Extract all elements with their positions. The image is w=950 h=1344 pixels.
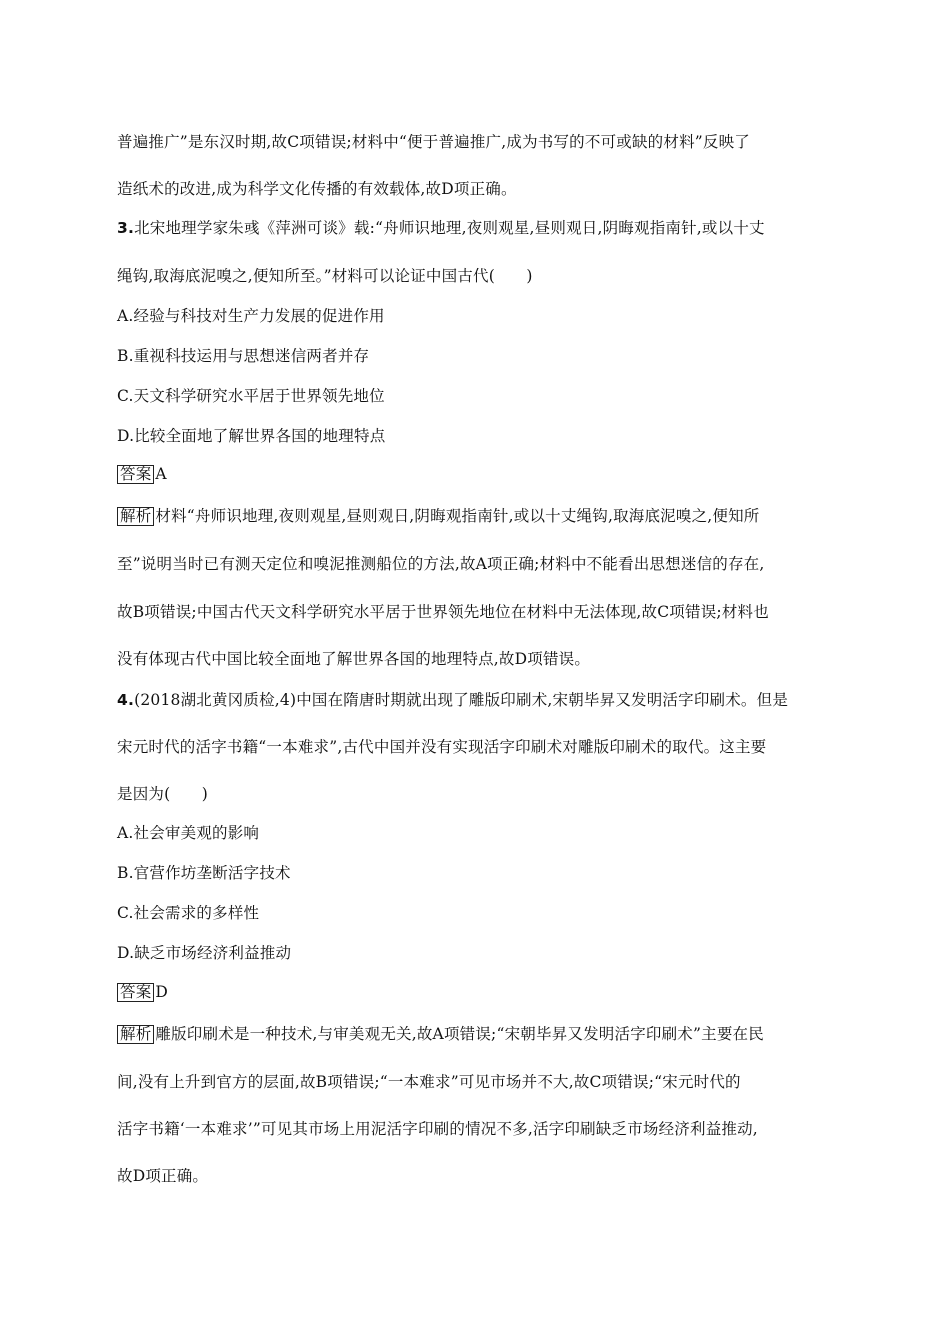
option-c: C.天文科学研究水平居于世界领先地位 <box>117 387 385 405</box>
option-a: A.社会审美观的影响 <box>117 824 260 842</box>
question-stem-line: 是因为( ) <box>117 785 208 803</box>
explanation-line: 造纸术的改进,成为科学文化传播的有效载体,故D项正确。 <box>117 180 517 198</box>
question-stem-line: 宋元时代的活字书籍“一本难求”,古代中国并没有实现活字印刷术对雕版印刷术的取代。这主要 <box>117 738 767 756</box>
answer-row <box>117 464 837 484</box>
explanation-line: 活字书籍‘一本难求’”可见其市场上用泥活字印刷的情况不多,活字印刷缺乏市场经济利益推动, <box>117 1120 758 1138</box>
question-stem-line: 北宋地理学家朱彧《萍洲可谈》载:“舟师识地理,夜则观星,昼则观日,阴晦观指南针,或以十丈 <box>134 219 765 237</box>
explanation-line: 间,没有上升到官方的层面,故B项错误;“一本难求”可见市场并不大,故C项错误;“宋元时代的 <box>117 1073 741 1091</box>
question-number: 3. <box>117 219 135 237</box>
explanation-tag: 解析 <box>117 1025 154 1044</box>
option-d: D.缺乏市场经济利益推动 <box>117 944 292 962</box>
question-stem-line: (2018湖北黄冈质检,4)中国在隋唐时期就出现了雕版印刷术,宋朝毕昇又发明活字印刷术。但是 <box>134 691 789 709</box>
question-4-stem <box>117 690 837 710</box>
explanation-line: 材料“舟师识地理,夜则观星,昼则观日,阴晦观指南针,或以十丈绳钩,取海底泥嗅之,便知所 <box>155 507 760 525</box>
explanation-row <box>117 1024 837 1044</box>
explanation-tag: 解析 <box>117 507 154 526</box>
explanation-line: 故B项错误;中国古代天文科学研究水平居于世界领先地位在材料中无法体现,故C项错误;材料也 <box>117 603 769 621</box>
option-a: A.经验与科技对生产力发展的促进作用 <box>117 307 385 325</box>
answer-row <box>117 982 837 1002</box>
explanation-line: 没有体现古代中国比较全面地了解世界各国的地理特点,故D项错误。 <box>117 650 591 668</box>
question-stem-line: 绳钩,取海底泥嗅之,便知所至。”材料可以论证中国古代( ) <box>117 267 533 285</box>
question-3-stem <box>117 218 837 238</box>
explanation-line: 至”说明当时已有测天定位和嗅泥推测船位的方法,故A项正确;材料中不能看出思想迷信的存在, <box>117 555 765 573</box>
explanation-row <box>117 506 837 526</box>
answer-value: D <box>155 983 169 1001</box>
answer-value: A <box>155 465 167 483</box>
explanation-line: 雕版印刷术是一种技术,与审美观无关,故A项错误;“宋朝毕昇又发明活字印刷术”主要在民 <box>155 1025 764 1043</box>
explanation-line: 普遍推广”是东汉时期,故C项错误;材料中“便于普遍推广,成为书写的不可或缺的材料”反映了 <box>117 133 751 151</box>
option-b: B.重视科技运用与思想迷信两者并存 <box>117 347 370 365</box>
answer-tag: 答案 <box>117 465 154 484</box>
option-b: B.官营作坊垄断活字技术 <box>117 864 291 882</box>
option-c: C.社会需求的多样性 <box>117 904 260 922</box>
answer-tag: 答案 <box>117 983 154 1002</box>
explanation-line: 故D项正确。 <box>117 1167 209 1185</box>
question-number: 4. <box>117 691 135 709</box>
option-d: D.比较全面地了解世界各国的地理特点 <box>117 427 386 445</box>
